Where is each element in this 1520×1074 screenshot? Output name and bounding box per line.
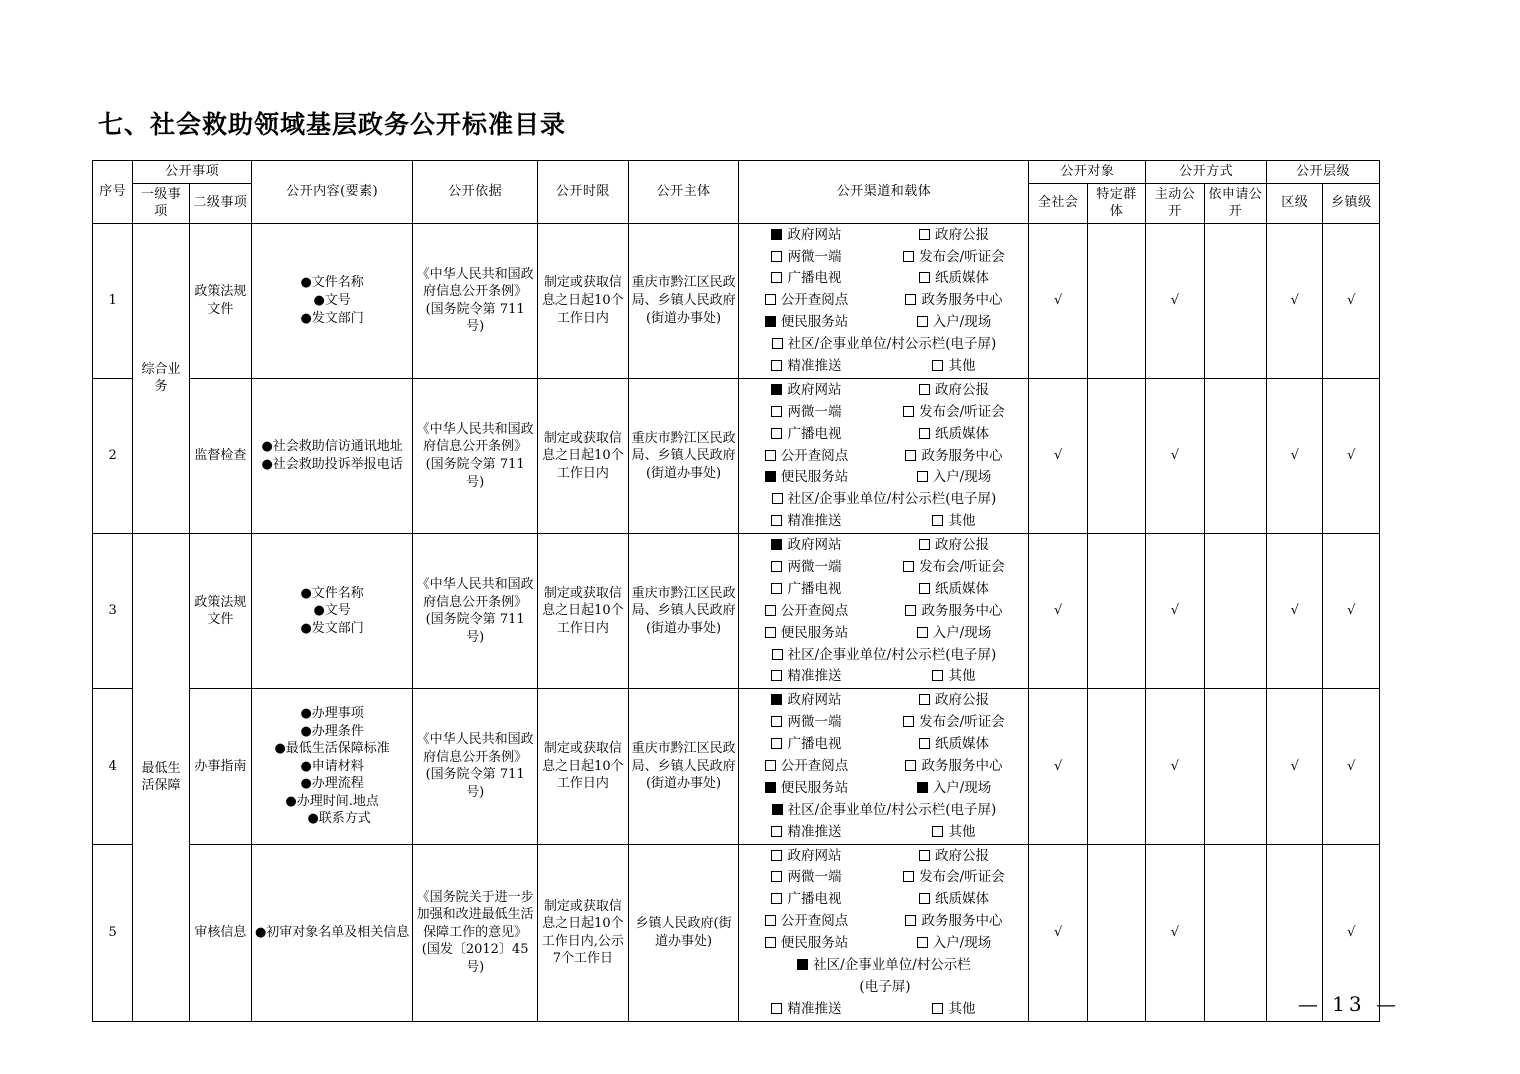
content-line: ●办理时间.地点 [285,793,379,809]
checkbox-icon [771,871,782,882]
content-line: ●联系方式 [307,811,371,827]
checkbox-checked-icon [771,229,782,240]
header-level-town: 乡镇级 [1323,183,1380,223]
channel-door-to-door: 入户/现场 [881,779,1026,798]
cell-level-district: √ [1267,534,1323,689]
channel-public-reading: 公开查阅点 [741,602,871,621]
channel-two-wei-one-duan: 两微一端 [741,403,871,422]
standard-catalog-table [92,160,1380,1022]
checkbox-icon [905,450,916,461]
header-level2 [189,183,251,223]
channel-press-conf: 发布会/听证会 [881,713,1026,732]
cell-channels [739,844,1029,1021]
cell-channels [739,689,1029,844]
cell-method-request [1204,844,1266,1021]
channel-other: 其他 [881,1000,1026,1019]
checkbox-icon [919,694,930,705]
cell-level-district: √ [1267,689,1323,844]
content-line: ●办理条件 [300,723,364,739]
cell-seq: 4 [93,689,133,844]
checkbox-icon [919,539,930,550]
channel-gov-bulletin: 政府公报 [881,226,1026,245]
cell-audience-all: √ [1029,534,1087,689]
channel-precise-push: 精准推送 [741,512,871,531]
channel-door-to-door: 入户/现场 [881,313,1026,332]
cell-seq: 1 [93,223,133,378]
checkbox-icon [917,627,928,638]
header-audience-all: 全社会 [1029,183,1087,223]
content-line: ●初审对象名单及相关信息 [254,924,410,940]
cell-audience-specific [1087,534,1145,689]
checkbox-icon [771,893,782,904]
channel-gov-bulletin: 政府公报 [881,847,1026,866]
content-line: ●文件名称 [300,585,364,601]
cell-basis: 《中华人民共和国政府信息公开条例》(国务院令第 711 号) [413,534,538,689]
checkbox-checked-icon [765,782,776,793]
header-open-item-group: 公开事项 [133,161,252,184]
header-audience-specific: 特定群体 [1087,183,1145,223]
checkbox-checked-icon [771,539,782,550]
channel-door-to-door: 入户/现场 [881,468,1026,487]
checkbox-icon [919,850,930,861]
channel-paper-media: 纸质媒体 [881,580,1026,599]
content-line: ●办理流程 [300,776,364,792]
checkbox-icon [905,915,916,926]
checkbox-icon [765,294,776,305]
cell-channels [739,378,1029,533]
content-line: ●办理事项 [300,706,364,722]
checkbox-icon [771,515,782,526]
checkbox-icon [765,915,776,926]
channel-gov-bulletin: 政府公报 [881,381,1026,400]
channel-press-conf: 发布会/听证会 [881,558,1026,577]
cell-method-active: √ [1146,223,1204,378]
channel-public-reading: 公开查阅点 [741,912,871,931]
checkbox-checked-icon [771,384,782,395]
table-row [93,689,1380,844]
checkbox-icon [771,1003,782,1014]
channel-convenience-station: 便民服务站 [741,468,871,487]
content-line: ●文号 [313,292,351,308]
channel-other: 其他 [881,667,1026,686]
cell-content [252,844,413,1021]
checkbox-icon [903,251,914,262]
cell-time-limit: 制定或获取信息之日起10个工作日内 [538,534,629,689]
checkbox-icon [771,561,782,572]
channel-press-conf: 发布会/听证会 [881,403,1026,422]
checkbox-icon [905,760,916,771]
checkbox-icon [765,605,776,616]
cell-basis: 《国务院关于进一步加强和改进最低生活保障工作的意见》(国发〔2012〕45 号) [413,844,538,1021]
cell-method-request [1204,223,1266,378]
cell-level2: 监督检查 [189,378,251,533]
checkbox-icon [919,738,930,749]
checkbox-icon [771,428,782,439]
table-row [93,223,1380,378]
content-line: ●文件名称 [300,275,364,291]
cell-channels [739,223,1029,378]
cell-content [252,378,413,533]
checkbox-icon [772,338,783,349]
channel-gov-site: 政府网站 [741,381,871,400]
table-row [93,844,1380,1021]
checkbox-icon [771,583,782,594]
checkbox-icon [932,1003,943,1014]
channel-two-wei-one-duan: 两微一端 [741,868,871,887]
cell-basis: 《中华人民共和国政府信息公开条例》(国务院令第 711 号) [413,378,538,533]
cell-method-active: √ [1146,689,1204,844]
channel-public-reading: 公开查阅点 [741,757,871,776]
checkbox-icon [903,561,914,572]
table-row [93,378,1380,533]
content-line: ●文号 [313,603,351,619]
cell-method-active: √ [1146,534,1204,689]
header-level-group: 公开层级 [1267,161,1380,184]
checkbox-icon [771,738,782,749]
checkbox-icon [765,937,776,948]
checkbox-icon [765,627,776,638]
header-channels: 公开渠道和载体 [739,161,1029,224]
checkbox-icon [917,316,928,327]
cell-content [252,689,413,844]
cell-channels [739,534,1029,689]
cell-seq: 3 [93,534,133,689]
cell-level-town: √ [1323,844,1380,1021]
header-method-active: 主动公开 [1146,183,1204,223]
channel-gov-site: 政府网站 [741,691,871,710]
channel-convenience-station: 便民服务站 [741,624,871,643]
checkbox-checked-icon [765,471,776,482]
cell-method-request [1204,689,1266,844]
channel-other: 其他 [881,512,1026,531]
header-level1 [133,183,189,223]
header-level-district: 区级 [1267,183,1323,223]
content-line: ●发文部门 [300,621,364,636]
header-level2-text: 二级事项 [193,195,248,211]
channel-paper-media: 纸质媒体 [881,269,1026,288]
checkbox-checked-icon [917,782,928,793]
checkbox-icon [765,760,776,771]
channel-precise-push: 精准推送 [741,357,871,376]
channel-press-conf: 发布会/听证会 [881,868,1026,887]
channel-broadcast-tv: 广播电视 [741,425,871,444]
checkbox-icon [765,450,776,461]
checkbox-checked-icon [797,959,808,970]
cell-level-town: √ [1323,689,1380,844]
checkbox-icon [771,716,782,727]
channel-paper-media: 纸质媒体 [881,890,1026,909]
channel-gov-service-center: 政务服务中心 [881,602,1026,621]
cell-subject: 重庆市黔江区民政局、乡镇人民政府(街道办事处) [628,534,739,689]
cell-audience-specific [1087,689,1145,844]
checkbox-icon [771,850,782,861]
channel-two-wei-one-duan: 两微一端 [741,558,871,577]
channel-gov-bulletin: 政府公报 [881,536,1026,555]
page-number: — 13 — [1297,992,1400,1016]
channel-other: 其他 [881,357,1026,376]
cell-level-town: √ [1323,378,1380,533]
checkbox-icon [919,384,930,395]
cell-level2: 办事指南 [189,689,251,844]
channel-gov-site: 政府网站 [741,226,871,245]
cell-subject: 重庆市黔江区民政局、乡镇人民政府(街道办事处) [628,378,739,533]
channel-public-reading: 公开查阅点 [741,447,871,466]
checkbox-icon [932,826,943,837]
channel-convenience-station: 便民服务站 [741,313,871,332]
checkbox-icon [932,670,943,681]
channel-community-board: 社区/企事业单位/村公示栏(电子屏) [741,335,1026,354]
cell-level1-group-1: 最低生活保障 [133,534,189,1022]
cell-content [252,534,413,689]
cell-time-limit: 制定或获取信息之日起10个工作日内 [538,223,629,378]
checkbox-icon [932,515,943,526]
channel-precise-push: 精准推送 [741,1000,871,1019]
channel-broadcast-tv: 广播电视 [741,890,871,909]
cell-method-request [1204,378,1266,533]
checkbox-icon [919,229,930,240]
cell-level2: 审核信息 [189,844,251,1021]
cell-content [252,223,413,378]
cell-seq: 5 [93,844,133,1021]
channel-gov-service-center: 政务服务中心 [881,912,1026,931]
checkbox-icon [919,893,930,904]
cell-level-town: √ [1323,223,1380,378]
channel-gov-service-center: 政务服务中心 [881,291,1026,310]
cell-audience-all: √ [1029,378,1087,533]
channel-community-board-note: (电子屏) [859,978,911,995]
channel-door-to-door: 入户/现场 [881,934,1026,953]
content-line: ●发文部门 [300,310,364,326]
channel-paper-media: 纸质媒体 [881,425,1026,444]
checkbox-icon [919,428,930,439]
cell-level-district: √ [1267,378,1323,533]
channel-door-to-door: 入户/现场 [881,624,1026,643]
content-line: ●社会救助投诉举报电话 [261,456,403,472]
channel-broadcast-tv: 广播电视 [741,580,871,599]
header-audience-group: 公开对象 [1029,161,1146,184]
cell-basis: 《中华人民共和国政府信息公开条例》(国务院令第 711 号) [413,223,538,378]
cell-audience-specific [1087,844,1145,1021]
cell-method-active: √ [1146,378,1204,533]
cell-time-limit: 制定或获取信息之日起10个工作日内 [538,689,629,844]
cell-audience-all: √ [1029,223,1087,378]
checkbox-icon [905,294,916,305]
cell-audience-specific [1087,223,1145,378]
checkbox-icon [771,826,782,837]
channel-gov-site: 政府网站 [741,847,871,866]
header-method-request: 依申请公开 [1204,183,1266,223]
channel-press-conf: 发布会/听证会 [881,248,1026,267]
channel-other: 其他 [881,823,1026,842]
header-subject: 公开主体 [628,161,739,224]
cell-method-request [1204,534,1266,689]
cell-level1-group-0: 综合业务 [133,223,189,533]
cell-seq: 2 [93,378,133,533]
content-line: ●社会救助信访通讯地址 [261,439,403,455]
channel-gov-site: 政府网站 [741,536,871,555]
cell-method-active: √ [1146,844,1204,1021]
channel-gov-service-center: 政务服务中心 [881,447,1026,466]
checkbox-icon [772,649,783,660]
checkbox-icon [917,471,928,482]
table-row [93,534,1380,689]
channel-gov-service-center: 政务服务中心 [881,757,1026,776]
checkbox-icon [905,605,916,616]
checkbox-checked-icon [771,694,782,705]
cell-subject: 重庆市黔江区民政局、乡镇人民政府(街道办事处) [628,223,739,378]
channel-community-board: 社区/企事业单位/村公示栏 [741,956,1026,975]
page-title: 七、社会救助领域基层政务公开标准目录 [98,110,567,139]
channel-community-board: 社区/企事业单位/村公示栏(电子屏) [741,801,1026,820]
channel-convenience-station: 便民服务站 [741,934,871,953]
cell-audience-specific [1087,378,1145,533]
cell-subject: 重庆市黔江区民政局、乡镇人民政府(街道办事处) [628,689,739,844]
channel-broadcast-tv: 广播电视 [741,269,871,288]
channel-precise-push: 精准推送 [741,823,871,842]
header-content: 公开内容(要素) [252,161,413,224]
header-basis: 公开依据 [413,161,538,224]
cell-audience-all: √ [1029,689,1087,844]
cell-level-town: √ [1323,534,1380,689]
channel-two-wei-one-duan: 两微一端 [741,713,871,732]
channel-community-board: 社区/企事业单位/村公示栏(电子屏) [741,490,1026,509]
checkbox-icon [771,251,782,262]
checkbox-icon [932,360,943,371]
checkbox-icon [772,493,783,504]
header-seq: 序号 [93,161,133,224]
content-line: ●申请材料 [300,758,364,774]
channel-community-board: 社区/企事业单位/村公示栏(电子屏) [741,646,1026,665]
checkbox-icon [903,871,914,882]
checkbox-icon [771,670,782,681]
checkbox-icon [771,360,782,371]
checkbox-icon [903,716,914,727]
cell-level-district: √ [1267,223,1323,378]
checkbox-icon [919,272,930,283]
cell-time-limit: 制定或获取信息之日起10个工作日内 [538,378,629,533]
header-method-group: 公开方式 [1146,161,1267,184]
cell-audience-all: √ [1029,844,1087,1021]
checkbox-icon [917,937,928,948]
channel-paper-media: 纸质媒体 [881,735,1026,754]
checkbox-icon [919,583,930,594]
channel-broadcast-tv: 广播电视 [741,735,871,754]
content-line: ●最低生活保障标准 [274,741,390,757]
cell-basis: 《中华人民共和国政府信息公开条例》(国务院令第 711 号) [413,689,538,844]
cell-subject: 乡镇人民政府(街道办事处) [628,844,739,1021]
header-level1-text: 一级事项 [140,186,182,220]
checkbox-icon [771,272,782,283]
header-time-limit: 公开时限 [538,161,629,224]
channel-convenience-station: 便民服务站 [741,779,871,798]
channel-precise-push: 精准推送 [741,667,871,686]
checkbox-checked-icon [772,804,783,815]
channel-gov-bulletin: 政府公报 [881,691,1026,710]
cell-level2: 政策法规文件 [189,223,251,378]
table-header-row-1 [93,161,1380,184]
checkbox-icon [903,406,914,417]
channel-two-wei-one-duan: 两微一端 [741,248,871,267]
cell-level2: 政策法规文件 [189,534,251,689]
checkbox-checked-icon [765,316,776,327]
checkbox-icon [771,406,782,417]
table-body [93,223,1380,1021]
cell-time-limit: 制定或获取信息之日起10个工作日内,公示7个工作日 [538,844,629,1021]
channel-public-reading: 公开查阅点 [741,291,871,310]
